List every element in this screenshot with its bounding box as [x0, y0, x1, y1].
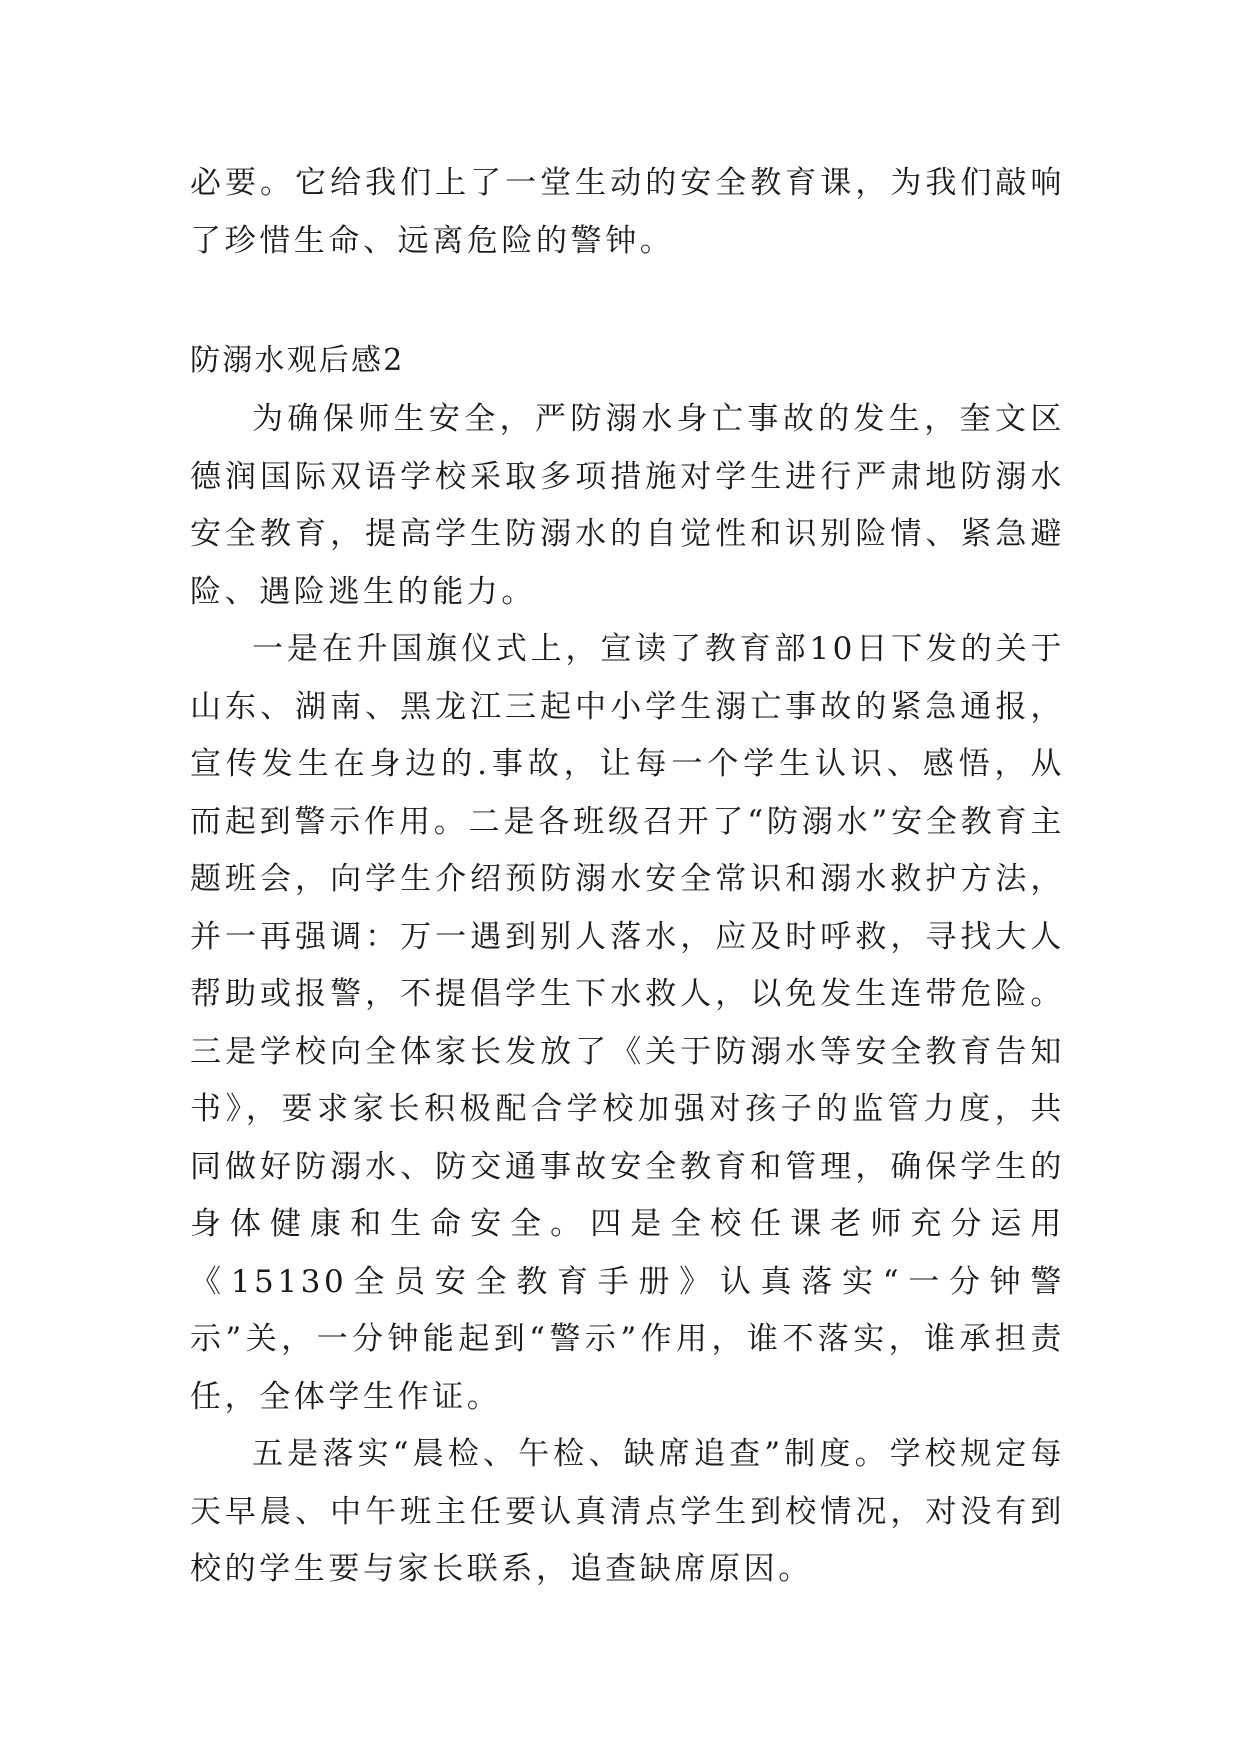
continuation-paragraph: 必要。它给我们上了一堂生动的安全教育课，为我们敲响了珍惜生命、远离危险的警钟。 [190, 165, 1065, 259]
section-title: 防溺水观后感2 [190, 343, 405, 378]
continuation-block [190, 155, 1065, 270]
body-paragraph-3: 五是落实“晨检、午检、缺席追查”制度。学校规定每天早晨、中午班主任要认真清点学生到校情况，对没有到校的学生要与家长联系，追查缺席原因。 [190, 1436, 1065, 1587]
essay-section [190, 335, 1065, 1599]
body-paragraph-1: 为确保师生安全，严防溺水身亡事故的发生，奎文区德润国际双语学校采取多项措施对学生进行严肃地防溺水安全教育，提高学生防溺水的自觉性和识别险情、紧急避险、遇险逃生的能力。 [190, 401, 1065, 610]
body-paragraph-2: 一是在升国旗仪式上，宣读了教育部10日下发的关于山东、湖南、黑龙江三起中小学生溺亡事故的紧急通报，宣传发生在身边的.事故，让每一个学生认识、感悟，从而起到警示作用。二是各班级召开了“防溺水”安全教育主题班会，向学生介绍预防溺水安全常识和溺水救护方法，并一再强调：万一遇到别人落水，应及时呼救，寻找大人帮助或报警，不提倡学生下水救人，以免发生连带危险。三是学校向全体家长发放了《关于防溺水等安全教育告知书》，要求家长积极配合学校加强对孩子的监管力度，共同做好防溺水、防交通事故安全教育和管理，确保学生的身体健康和生命安全。四是全校任课老师充分运用《15130全员安全教育手册》认真落实“一分钟警示”关，一分钟能起到“警示”作用，谁不落实，谁承担责任，全体学生作证。 [190, 631, 1065, 1415]
